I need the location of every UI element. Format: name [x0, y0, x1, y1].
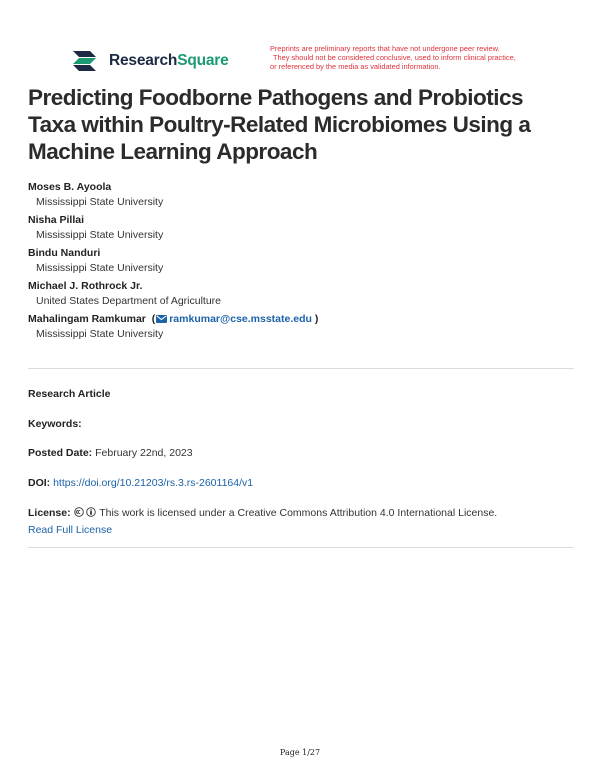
disclaimer-line: They should not be considered conclusive, used to inform clinical practice, [273, 53, 516, 62]
author-entry [28, 180, 576, 210]
posted-date-value: February 22nd, 2023 [95, 447, 193, 459]
author-affiliation: United States Department of Agriculture [36, 295, 222, 307]
mail-icon [156, 315, 167, 323]
doi-label: DOI: [28, 477, 51, 489]
author-name: Mahalingam Ramkumar [28, 313, 146, 325]
author-name: Moses B. Ayoola [28, 181, 112, 193]
email-wrapper: ( ramkumar@cse.msstate.edu ) [148, 313, 319, 325]
read-full-license-link[interactable]: Read Full License [28, 524, 113, 536]
research-square-logo[interactable] [73, 48, 229, 74]
disclaimer-line: Preprints are preliminary reports that have not undergone peer review. [270, 44, 500, 53]
author-entry [28, 312, 576, 342]
doi-link[interactable]: https://doi.org/10.21203/rs.3.rs-2601164/v1 [53, 477, 254, 489]
author-entry [28, 279, 576, 309]
logo-text-main: Research [109, 52, 178, 69]
doi-row [28, 476, 576, 491]
article-type-label: Research Article [28, 388, 111, 400]
logo-text-accent: Square [177, 52, 229, 69]
page-number: Page 1/27 [279, 748, 321, 757]
disclaimer-line: or referenced by the media as validated information. [270, 62, 441, 71]
author-affiliation: Mississippi State University [36, 328, 164, 340]
corresponding-author-name [28, 312, 576, 327]
keywords-label: Keywords: [28, 418, 82, 430]
author-affiliation: Mississippi State University [36, 196, 164, 208]
license-text: This work is licensed under a Creative Commons Attribution 4.0 International License. [99, 507, 498, 519]
license-row [28, 506, 576, 521]
author-entry [28, 246, 576, 276]
logo-text [109, 52, 229, 70]
author-name: Nisha Pillai [28, 214, 85, 226]
author-entry [28, 213, 576, 243]
posted-date-label: Posted Date: [28, 447, 93, 459]
posted-date-row [28, 446, 576, 461]
read-license-row [28, 523, 576, 538]
attribution-icon [86, 507, 96, 517]
article-type [28, 387, 576, 402]
preprint-disclaimer [270, 44, 570, 71]
creative-commons-icon [74, 507, 84, 517]
divider [28, 368, 574, 369]
license-label: License: [28, 507, 71, 519]
divider [28, 547, 574, 548]
paper-title: Predicting Foodborne Pathogens and Probiotics Taxa within Poultry-Related Microbiomes Using a Machine Learning Approach [28, 85, 531, 164]
research-square-logo-icon [73, 48, 103, 74]
author-affiliation: Mississippi State University [36, 262, 164, 274]
header [73, 42, 573, 82]
author-affiliation: Mississippi State University [36, 229, 164, 241]
author-list [28, 180, 576, 345]
author-email-link[interactable]: ramkumar@cse.msstate.edu [169, 313, 312, 325]
keywords-row [28, 417, 576, 432]
author-name: Bindu Nanduri [28, 247, 101, 259]
author-name: Michael J. Rothrock Jr. [28, 280, 143, 292]
